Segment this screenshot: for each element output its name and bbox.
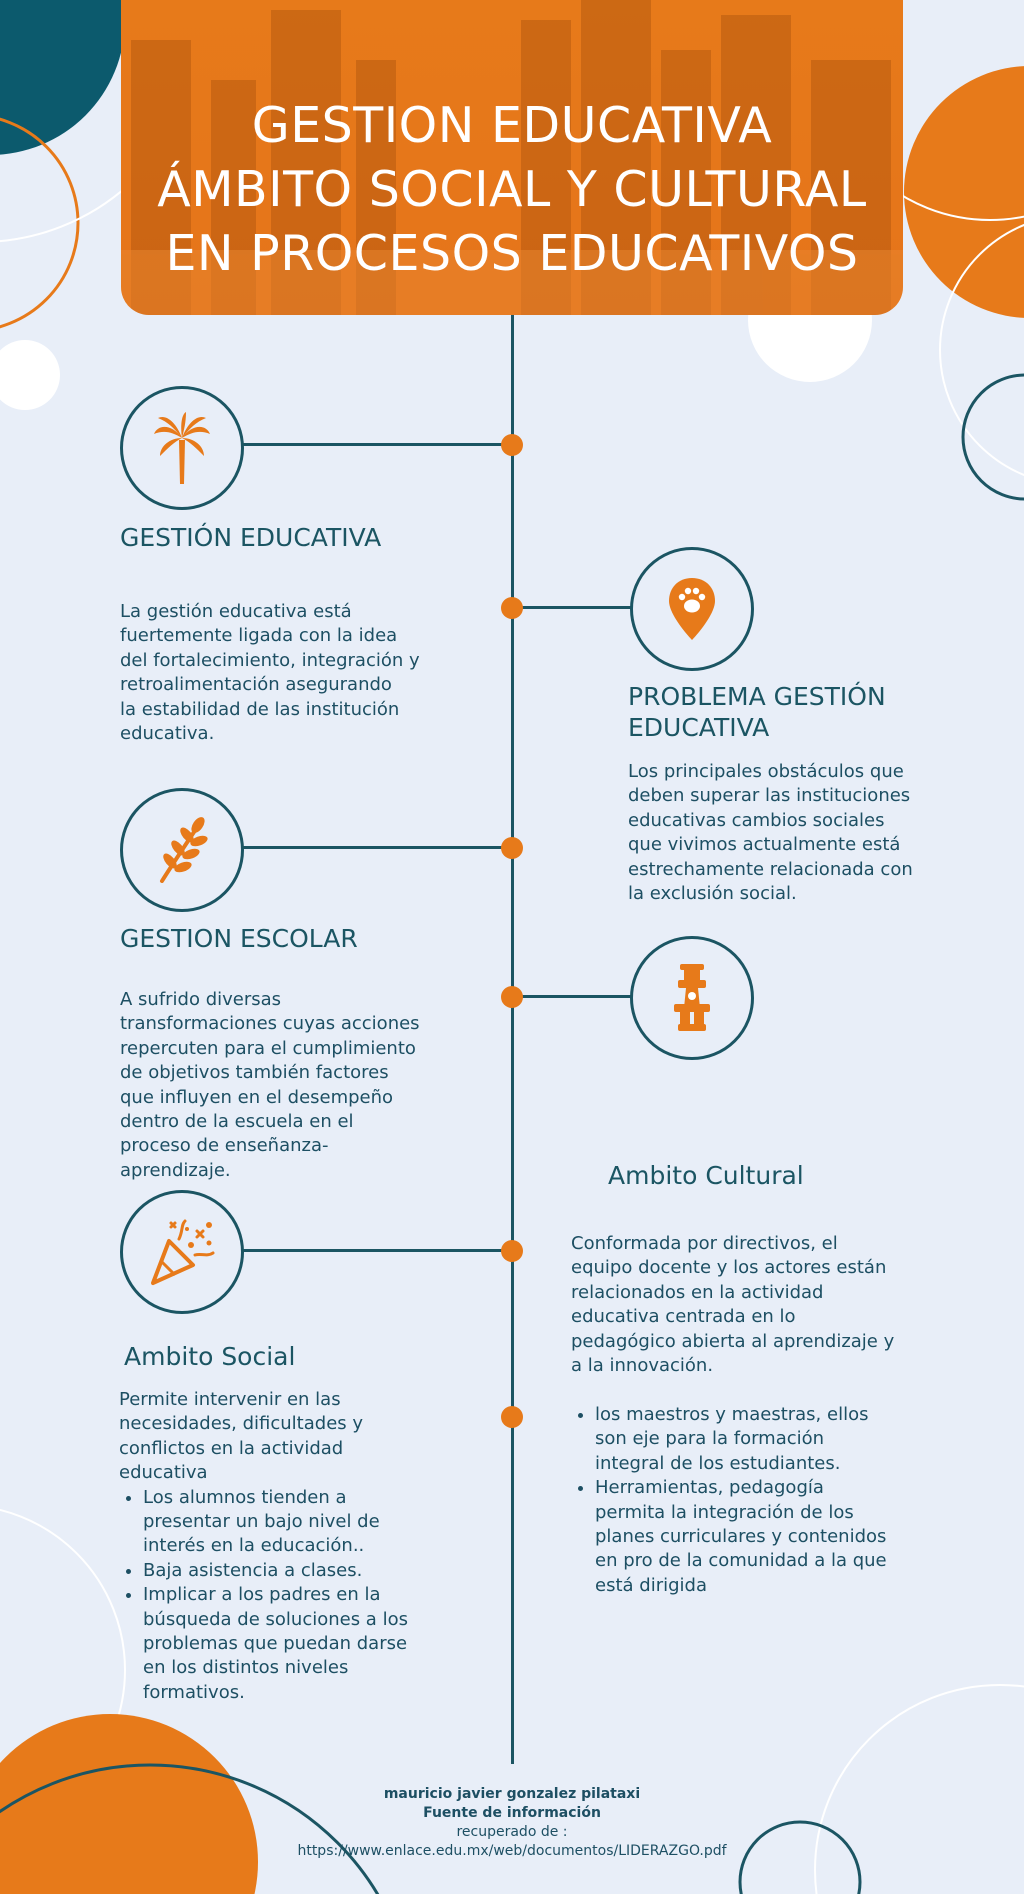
source-url[interactable]: https://www.enlace.edu.mx/web/documentos/LIDERAZGO.pdf: [297, 1843, 727, 1859]
list-item: • Baja asistencia a clases.: [143, 1559, 439, 1583]
palm-tree-icon: [152, 410, 212, 486]
wheat-circle: [120, 788, 244, 912]
wheat-icon: [154, 817, 210, 883]
ambito-social-text: Permite intervenir en las necesidades, dificultades y conflictos en la actividad educativa • Los alumnos tienden a presentar un bajo nivel de interés en la educación.. • Baja asistencia a clases. • Implicar a los padres en la búsqueda de soluciones a los problemas que puedan darse en los distintos niveles formativos.: [119, 1388, 439, 1705]
author-name: mauricio javier gonzalez pilataxi: [383, 1786, 641, 1802]
page-title: GESTION EDUCATIVA ÁMBITO SOCIAL Y CULTURAL EN PROCESOS EDUCATIVOS: [157, 97, 867, 282]
timeline-line: [511, 312, 514, 1764]
timeline-dot: [501, 434, 523, 456]
connector-line: [512, 995, 632, 998]
connector-line: [512, 606, 632, 609]
header-banner: [121, 0, 903, 315]
ambito-cultural-heading: Ambito Cultural: [608, 1161, 804, 1190]
gestion-escolar-text: A sufrido diversas transformaciones cuyas acciones repercuten para el cumplimiento de objetivos también factores que influyen en el desempeño dentro de la escuela en el proceso de enseñanza- aprendizaje.: [120, 989, 420, 1181]
problema-text: Los principales obstáculos que deben superar las instituciones educativas cambios sociales que vivimos actualmente está estrechamente relacionada con la exclusión social.: [628, 761, 913, 905]
gestion-educativa-heading: GESTIÓN EDUCATIVA: [120, 523, 382, 552]
timeline-dot: [501, 1406, 523, 1428]
party-popper-icon: [147, 1217, 217, 1287]
list-item: • los maestros y maestras, ellos son eje para la formación integral de los estudiantes.: [595, 1403, 901, 1476]
timeline-dot: [501, 986, 523, 1008]
robot-icon: [674, 964, 710, 1032]
connector-line: [240, 846, 512, 849]
connector-line: [240, 1249, 512, 1252]
timeline-dot: [501, 837, 523, 859]
ambito-cultural-text: Conformada por directivos, el equipo docente y los actores están relacionados en la actividad educativa centrada en lo pedagógico abierta al aprendizaje y a la innovación.: [571, 1233, 895, 1377]
connector-line: [240, 443, 512, 446]
party-popper-circle: [120, 1190, 244, 1314]
retrieved-label: recuperado de :: [456, 1824, 568, 1840]
source-label: Fuente de información: [423, 1805, 601, 1821]
paw-pin-circle: [630, 547, 754, 671]
footer: [262, 1785, 762, 1861]
list-item: • Implicar a los padres en la búsqueda de soluciones a los problemas que puedan darse en los distintos niveles formativos.: [143, 1583, 439, 1705]
timeline-dot: [501, 1240, 523, 1262]
timeline-dot: [501, 597, 523, 619]
robot-circle: [630, 936, 754, 1060]
palm-tree-circle: [120, 386, 244, 510]
ambito-social-heading: Ambito Social: [124, 1342, 296, 1371]
gestion-escolar-heading: GESTION ESCOLAR: [120, 924, 358, 953]
ambito-cultural-bullets: [571, 1403, 901, 1598]
problema-heading: PROBLEMA GESTIÓN EDUCATIVA: [628, 682, 886, 742]
gestion-educativa-text: La gestión educativa está fuertemente ligada con la idea del fortalecimiento, integración y retroalimentación asegurando la estabilidad de las institución educativa.: [120, 601, 420, 745]
list-item: • Herramientas, pedagogía permita la integración de los planes curriculares y contenidos en pro de la comunidad a la que está dirigida: [595, 1476, 901, 1598]
list-item: • Los alumnos tienden a presentar un bajo nivel de interés en la educación..: [143, 1486, 439, 1559]
paw-pin-icon: [667, 576, 717, 642]
